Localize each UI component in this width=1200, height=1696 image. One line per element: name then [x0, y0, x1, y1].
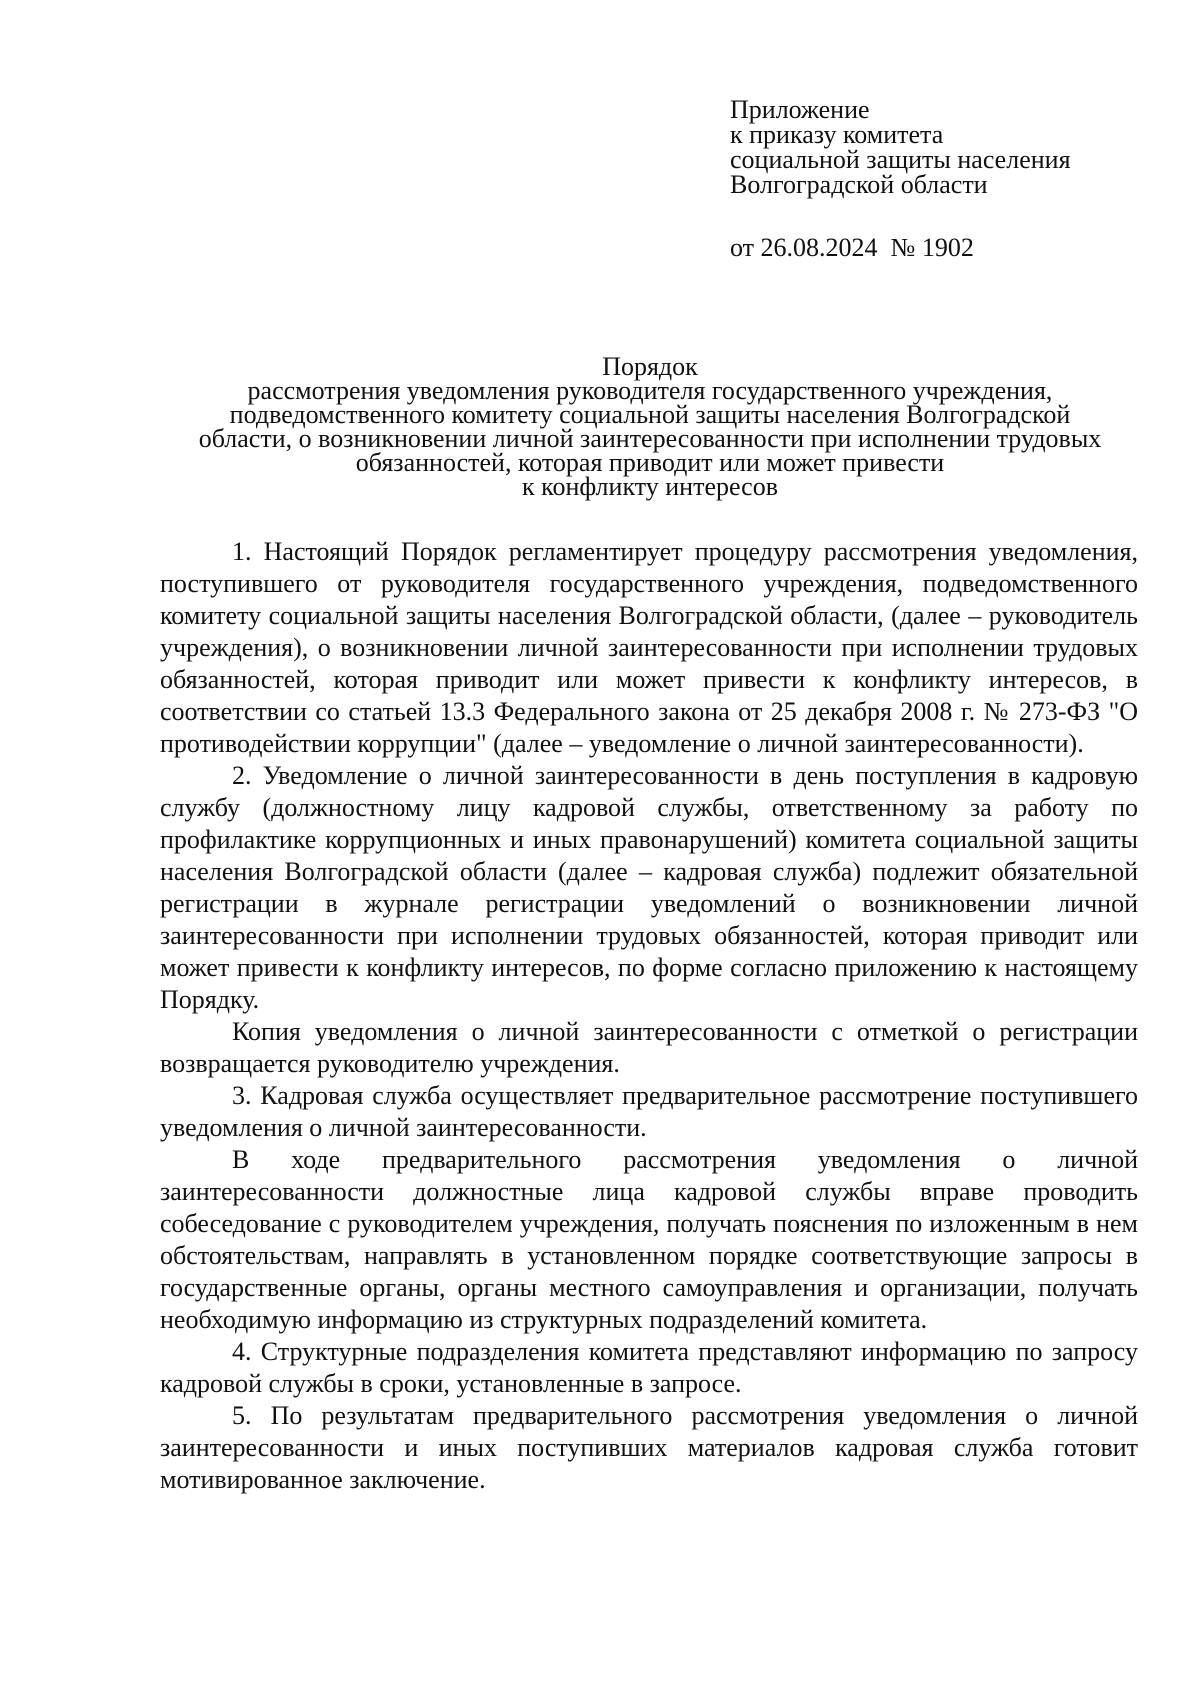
paragraph-2-copy: Копия уведомления о личной заинтересованности с отметкой о регистрации возвращается руководителю учреждения. [160, 1017, 1138, 1078]
paragraph-2: 2. Уведомление о личной заинтересованности в день поступления в кадровую службу (должностному лицу кадровой службы, ответственному за работу по профилактике коррупционных и иных правонарушений) комитета социальной защиты населения Волгоградской области (далее – кадровая служба) подлежит обязательной регистрации в журнале регистрации уведомлений о возникновении личной заинтересованности при исполнении трудовых обязанностей, которая приводит или может привести к конфликту интересов, по форме согласно приложению к настоящему Порядку. [160, 761, 1138, 1014]
appendix-line: Приложение [730, 95, 870, 124]
title-line: рассмотрения уведомления руководителя государственного учреждения, [247, 376, 1053, 405]
document-title [140, 352, 1160, 501]
title-line: подведомственного комитету социальной защиты населения Волгоградской [229, 400, 1071, 429]
document-body [160, 536, 1138, 1496]
appendix-line: социальной защиты населения [730, 145, 1071, 174]
appendix-line: к приказу комитета [730, 120, 944, 149]
paragraph-4: 4. Структурные подразделения комитета представляют информацию по запросу кадровой службы в сроки, установленные в запросе. [160, 1337, 1138, 1398]
paragraph-3-details: В ходе предварительного рассмотрения уведомления о личной заинтересованности должностные лица кадровой службы вправе проводить собеседование с руководителем учреждения, получать пояснения по изложенным в нем обстоятельствам, направлять в установленном порядке соответствующие запросы в государственные органы, органы местного самоуправления и организации, получать необходимую информацию из структурных подразделений комитета. [160, 1145, 1138, 1334]
appendix-line: Волгоградской области [730, 170, 988, 199]
paragraph-5: 5. По результатам предварительного рассмотрения уведомления о личной заинтересованности и иных поступивших материалов кадровая служба готовит мотивированное заключение. [160, 1401, 1138, 1494]
title-line: обязанностей, которая приводит или может привести [355, 448, 945, 477]
title-line: области, о возникновении личной заинтересованности при исполнении трудовых [198, 424, 1102, 453]
paragraph-1: 1. Настоящий Порядок регламентирует процедуру рассмотрения уведомления, поступившего от руководителя государственного учреждения, подведомственного комитету социальной защиты населения Волгоградской области, (далее – руководитель учреждения), о возникновении личной заинтересованности при исполнении трудовых обязанностей, которая приводит или может привести к конфликту интересов, в соответствии со статьей 13.3 Федерального закона от 25 декабря 2008 г. № 273-ФЗ "О противодействии коррупции" (далее – уведомление о личной заинтересованности). [160, 537, 1138, 758]
appendix-header [730, 97, 1071, 197]
paragraph-3: 3. Кадровая служба осуществляет предварительное рассмотрение поступившего уведомления о личной заинтересованности. [160, 1081, 1138, 1142]
order-reference: от 26.08.2024 № 1902 [730, 233, 974, 262]
title-heading: Порядок [602, 352, 698, 381]
title-line: к конфликту интересов [522, 472, 778, 501]
